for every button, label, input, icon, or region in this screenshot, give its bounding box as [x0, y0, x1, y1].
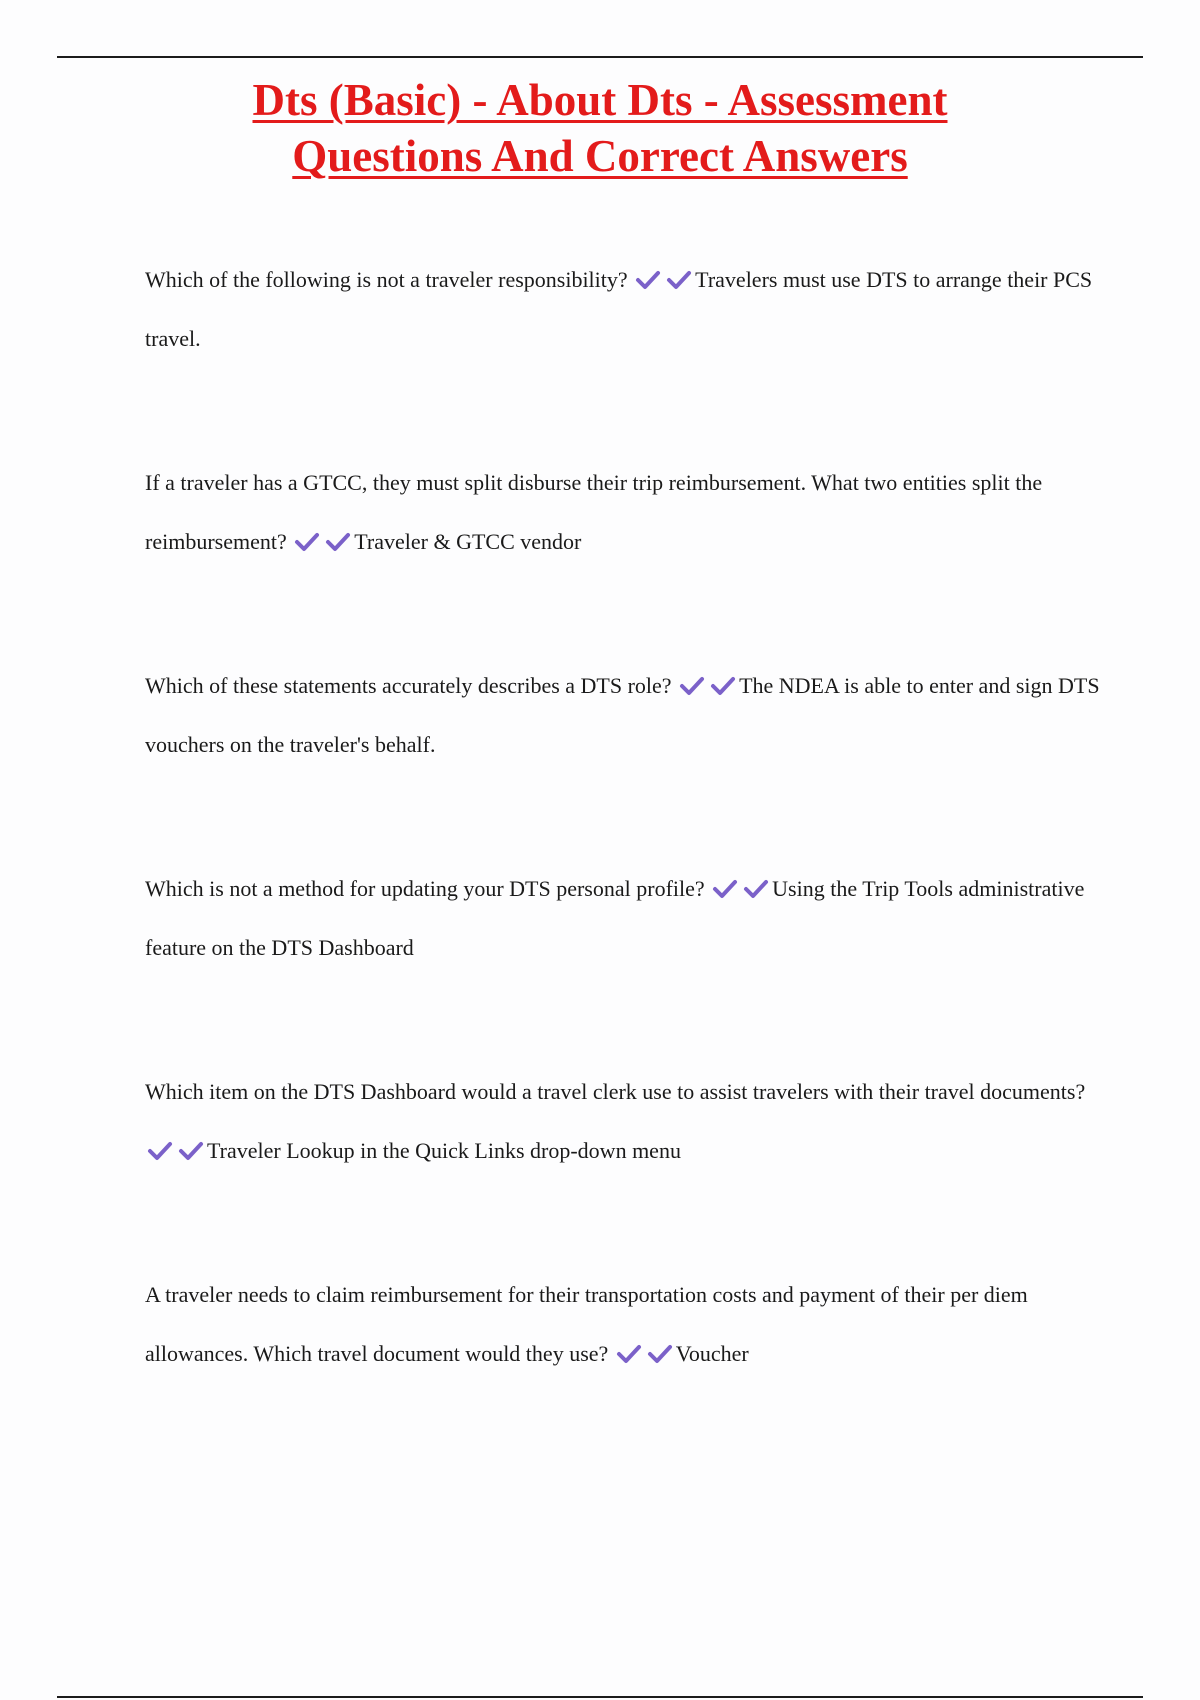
question-text: A traveler needs to claim reimbursement for their transportation costs and payment of their per diem allowances. Which travel document would they use?: [145, 1282, 1028, 1366]
question-text: Which item on the DTS Dashboard would a travel clerk use to assist travelers with their travel documents?: [145, 1079, 1086, 1104]
check-icon: [710, 676, 736, 696]
qa-item: [145, 656, 1105, 774]
check-icon: [666, 270, 692, 290]
check-icon: [325, 532, 351, 552]
check-icons: [633, 267, 695, 292]
title-line-1: Dts (Basic) - About Dts - Assessment: [252, 75, 948, 125]
check-icon: [147, 1141, 173, 1161]
check-icon: [647, 1344, 673, 1364]
qa-item: [145, 859, 1105, 977]
qa-item: [145, 453, 1105, 571]
document-title: [100, 72, 1100, 184]
answer-text: The NDEA is able to enter and sign DTS vouchers on the traveler's behalf.: [145, 673, 1100, 757]
answer-text: Using the Trip Tools administrative feature on the DTS Dashboard: [145, 876, 1085, 960]
question-text: Which of the following is not a traveler responsibility?: [145, 267, 628, 292]
qa-item: [145, 1062, 1105, 1180]
check-icon: [712, 879, 738, 899]
check-icons: [614, 1341, 676, 1366]
check-icons: [145, 1138, 207, 1163]
answer-text: Travelers must use DTS to arrange their PCS travel.: [145, 267, 1093, 351]
answer-text: Voucher: [675, 1341, 749, 1366]
check-icon: [635, 270, 661, 290]
check-icon: [743, 879, 769, 899]
question-text: Which of these statements accurately describes a DTS role?: [145, 673, 672, 698]
check-icon: [294, 532, 320, 552]
qa-list: [145, 250, 1105, 1383]
check-icons: [677, 673, 739, 698]
check-icons: [710, 876, 772, 901]
check-icon: [679, 676, 705, 696]
answer-text: Traveler Lookup in the Quick Links drop-down menu: [207, 1138, 681, 1163]
check-icon: [178, 1141, 204, 1161]
check-icons: [292, 529, 354, 554]
top-rule: [57, 56, 1143, 58]
check-icon: [616, 1344, 642, 1364]
qa-item: [145, 1265, 1105, 1383]
qa-item: [145, 250, 1105, 368]
question-text: If a traveler has a GTCC, they must split disburse their trip reimbursement. What two entities split the reimbursement?: [145, 470, 1043, 554]
question-text: Which is not a method for updating your DTS personal profile?: [145, 876, 705, 901]
answer-text: Traveler & GTCC vendor: [354, 529, 582, 554]
title-line-2: Questions And Correct Answers: [292, 131, 908, 181]
bottom-rule: [57, 1696, 1143, 1698]
